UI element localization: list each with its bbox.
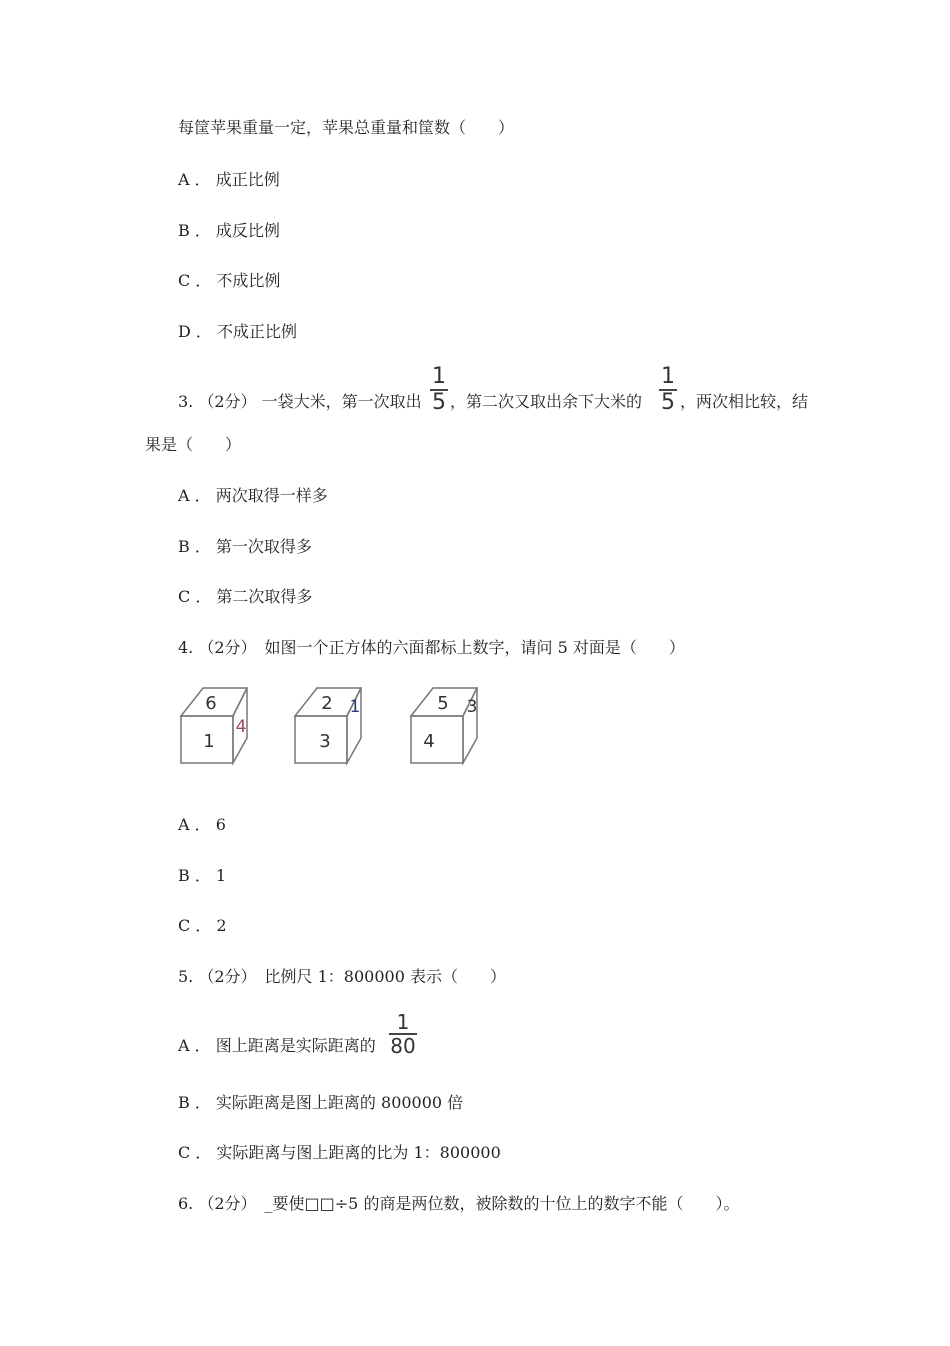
- q5-option-a[interactable]: A ． 图上距离是实际距离的: [178, 1036, 376, 1055]
- q5-option-a-fraction: [389, 1012, 417, 1056]
- cube-1-side-label: 4: [235, 717, 247, 737]
- q5-fraction-denominator: 80: [390, 1034, 416, 1058]
- cube-3: [411, 688, 477, 763]
- q4-option-b[interactable]: B ． 1: [178, 866, 227, 885]
- cube-2-front-label: 3: [319, 731, 331, 752]
- cube-3-top-label: 5: [437, 693, 449, 714]
- q3-fraction-1-denominator: 5: [432, 390, 446, 415]
- q5-option-c[interactable]: C ． 实际距离与图上距离的比为 1：800000: [178, 1143, 501, 1162]
- q3-stem-part1: 3. （2分） 一袋大米，第一次取出: [178, 392, 422, 411]
- q3-stem-part2: ，第二次又取出余下大米的: [450, 392, 643, 411]
- q3-fraction-1-numerator: 1: [432, 364, 446, 389]
- cube-2-top-label: 2: [321, 693, 333, 714]
- q3-fraction-1: [430, 366, 448, 414]
- q2-stem: 每筐苹果重量一定，苹果总重量和筐数（ ）: [178, 118, 515, 137]
- q2-option-b[interactable]: B ． 成反比例: [178, 221, 280, 240]
- q2-option-a[interactable]: A ． 成正比例: [178, 170, 280, 189]
- q4-option-c[interactable]: C ． 2: [178, 916, 227, 935]
- cube-3-front-label: 4: [423, 731, 435, 752]
- cube-3-side-label: 3: [466, 697, 478, 717]
- cube-1-top-label: 6: [205, 693, 217, 714]
- q3-fraction-2-denominator: 5: [661, 390, 675, 415]
- q3-option-a[interactable]: A ． 两次取得一样多: [178, 486, 328, 505]
- q5-stem: 5. （2分） 比例尺 1：800000 表示（ ）: [178, 967, 506, 986]
- q2-option-d[interactable]: D ． 不成正比例: [178, 322, 298, 341]
- cube-2: [295, 688, 361, 763]
- q3-stem-part3: ，两次相比较，结: [680, 392, 809, 411]
- cube-2-side-label: 1: [349, 697, 361, 717]
- cube-1: [181, 688, 247, 763]
- q2-option-c[interactable]: C ． 不成比例: [178, 271, 281, 290]
- q4-option-a[interactable]: A ． 6: [178, 815, 226, 834]
- q3-stem-line2: 果是（ ）: [145, 435, 242, 454]
- cube-1-front-label: 1: [203, 731, 215, 752]
- cube-figures: [175, 684, 495, 774]
- cube-3-front-face: [411, 716, 463, 763]
- q5-option-b[interactable]: B ． 实际距离是图上距离的 800000 倍: [178, 1093, 464, 1112]
- q4-stem: 4. （2分） 如图一个正方体的六面都标上数字，请问 5 对面是（ ）: [178, 638, 685, 657]
- q3-fraction-2: [659, 366, 677, 414]
- q6-stem: 6. （2分） _要使□□÷5 的商是两位数，被除数的十位上的数字不能（ ）。: [178, 1194, 740, 1213]
- q5-fraction-numerator: 1: [396, 1010, 410, 1034]
- q3-option-b[interactable]: B ． 第一次取得多: [178, 537, 312, 556]
- q3-option-c[interactable]: C ． 第二次取得多: [178, 587, 313, 606]
- q3-fraction-2-numerator: 1: [661, 364, 675, 389]
